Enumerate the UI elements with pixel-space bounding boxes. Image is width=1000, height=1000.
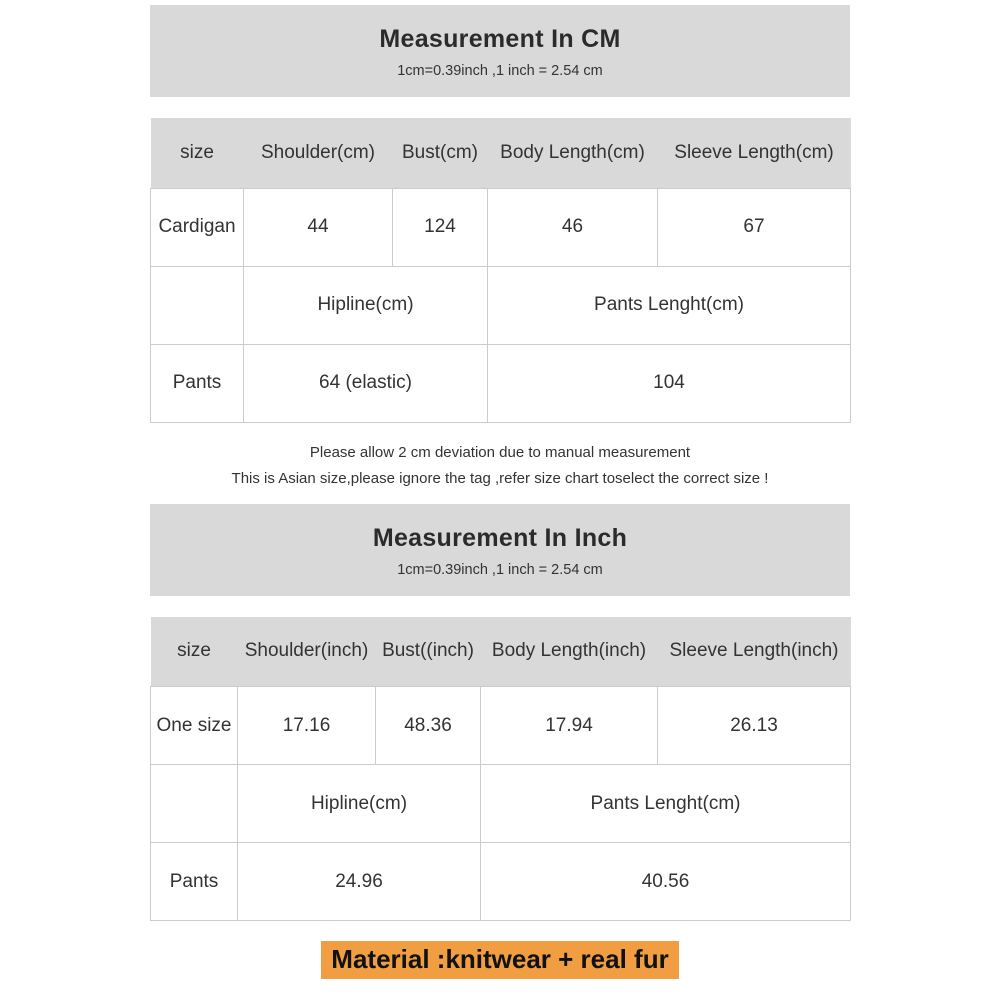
cm-empty-cell xyxy=(151,266,244,344)
cm-header-size: size xyxy=(151,118,244,188)
inch-subheader-hipline: Hipline(cm) xyxy=(238,765,481,843)
inch-pants-label: Pants xyxy=(151,843,238,921)
note-deviation: Please allow 2 cm deviation due to manual measurement xyxy=(309,443,691,461)
inch-onesize-shoulder: 17.16 xyxy=(238,687,376,765)
inch-measurement-table xyxy=(150,617,851,922)
inch-header-size: size xyxy=(151,617,238,687)
inch-pants-hipline: 24.96 xyxy=(238,843,481,921)
cm-subheader-pants-length: Pants Lenght(cm) xyxy=(488,266,851,344)
cm-pants-label: Pants xyxy=(151,344,244,422)
inch-row-pants xyxy=(151,843,851,921)
inch-title: Measurement In Inch xyxy=(372,523,628,552)
cm-header-bust: Bust(cm) xyxy=(393,118,488,188)
cm-subtitle: 1cm=0.39inch ,1 inch = 2.54 cm xyxy=(397,63,603,79)
cm-header-body-length: Body Length(cm) xyxy=(488,118,658,188)
inch-onesize-label: One size xyxy=(151,687,238,765)
cm-cardigan-sleeve-length: 67 xyxy=(658,188,851,266)
inch-onesize-sleeve-length: 26.13 xyxy=(658,687,851,765)
cm-cardigan-label: Cardigan xyxy=(151,188,244,266)
inch-onesize-body-length: 17.94 xyxy=(481,687,658,765)
cm-pants-length: 104 xyxy=(488,344,851,422)
cm-cardigan-body-length: 46 xyxy=(488,188,658,266)
inch-header-shoulder: Shoulder(inch) xyxy=(238,617,376,687)
cm-header-shoulder: Shoulder(cm) xyxy=(244,118,393,188)
inch-onesize-bust: 48.36 xyxy=(376,687,481,765)
cm-pants-hipline: 64 (elastic) xyxy=(244,344,488,422)
inch-pants-length: 40.56 xyxy=(481,843,851,921)
measurement-notes xyxy=(150,423,850,504)
content-wrapper xyxy=(150,5,850,921)
cm-row-cardigan xyxy=(151,188,851,266)
inch-section-header xyxy=(150,504,850,596)
inch-header-row xyxy=(151,617,851,687)
inch-subtitle: 1cm=0.39inch ,1 inch = 2.54 cm xyxy=(397,561,603,578)
inch-row-onesize xyxy=(151,687,851,765)
cm-header-row xyxy=(151,118,851,188)
inch-header-body-length: Body Length(inch) xyxy=(481,617,658,687)
inch-header-sleeve-length: Sleeve Length(inch) xyxy=(658,617,851,687)
cm-section-header xyxy=(150,5,850,97)
cm-cardigan-bust: 124 xyxy=(393,188,488,266)
material-row xyxy=(0,941,1000,979)
inch-empty-cell xyxy=(151,765,238,843)
cm-header-sleeve-length: Sleeve Length(cm) xyxy=(658,118,851,188)
cm-title: Measurement In CM xyxy=(379,25,621,53)
material-highlight: Material :knitwear + real fur xyxy=(321,941,678,979)
inch-subheader-pants-length: Pants Lenght(cm) xyxy=(481,765,851,843)
inch-row-subheader xyxy=(151,765,851,843)
cm-row-pants xyxy=(151,344,851,422)
cm-row-subheader xyxy=(151,266,851,344)
note-asian-size: This is Asian size,please ignore the tag ,refer size chart toselect the correct size ! xyxy=(231,469,769,487)
cm-measurement-table xyxy=(150,118,851,423)
cm-cardigan-shoulder: 44 xyxy=(244,188,393,266)
cm-subheader-hipline: Hipline(cm) xyxy=(244,266,488,344)
inch-header-bust: Bust((inch) xyxy=(376,617,481,687)
